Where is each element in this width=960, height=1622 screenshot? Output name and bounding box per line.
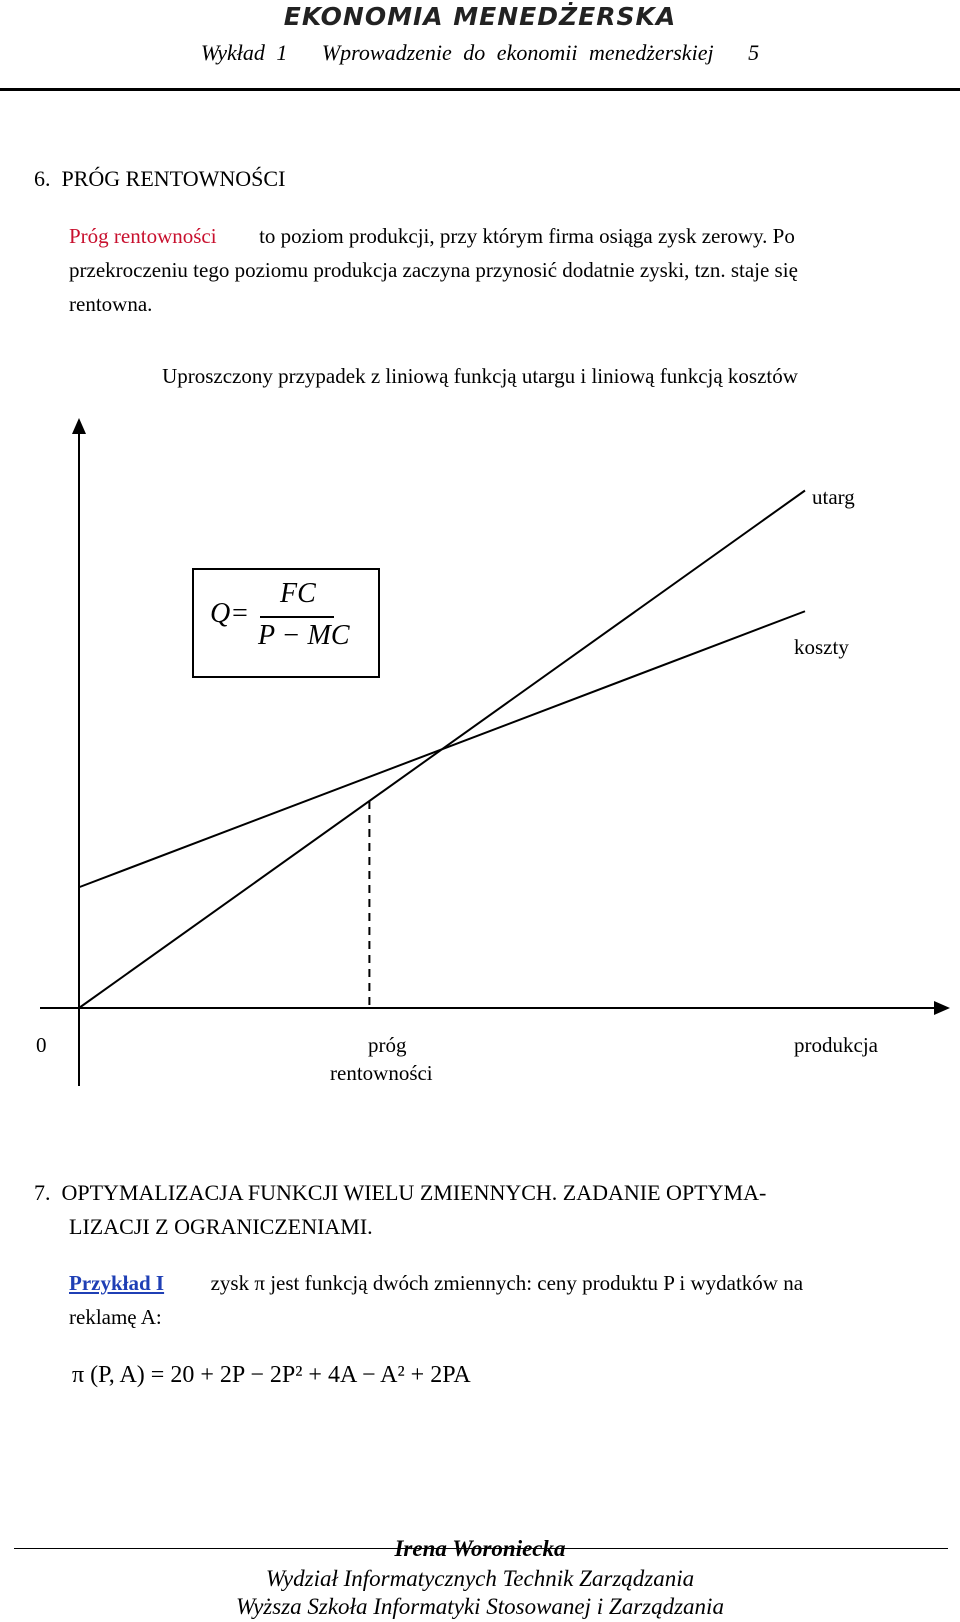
section-6-heading: 6. PRÓG RENTOWNOŚCI [34,166,286,191]
x-axis-arrow [934,1001,950,1015]
definition-line-1 [69,219,949,253]
definition-text: to poziom produkcji, przy którym firma osiąga zysk zerowy. Po [259,224,795,248]
definition-line-2: przekroczeniu tego poziomu produkcja zaczyna przynosić dodatnie zyski, tzn. staje się [69,258,798,282]
chart-axes [40,418,950,1086]
footer-school: Wyższa Szkoła Informatyki Stosowanej i Zarządzania [236,1594,724,1619]
break-even-label-1: próg [368,1033,407,1057]
formula-numerator: FC [280,578,316,609]
formula-lhs: Q= [210,598,250,629]
break-even-label-2: rentowności [330,1061,433,1085]
example-line-2: reklamę A: [69,1305,162,1329]
cost-line [79,611,805,887]
lecture-subtitle: Wykład 1 Wprowadzenie do ekonomii menedżerskiej 5 [200,40,760,65]
profit-equation: π (P, A) = 20 + 2P − 2P² + 4A − A² + 2PA [72,1362,471,1388]
footer-author: Irena Woroniecka [394,1536,566,1561]
x-axis-label: produkcja [794,1033,878,1057]
document-title: EKONOMIA MENEDŻERSKA [283,2,677,31]
example-line-1 [69,1266,803,1300]
formula-fraction-bar [260,616,334,618]
term-break-even: Próg rentowności [69,224,217,248]
definition-line-3: rentowna. [69,292,153,316]
header-divider [0,88,960,91]
section-7-heading-line-2: LIZACJI Z OGRANICZENIAMI. [69,1214,373,1239]
formula-denominator: P − MC [258,620,350,651]
origin-label: 0 [36,1033,47,1057]
footer-faculty: Wydział Informatycznych Technik Zarządzania [265,1566,695,1591]
cost-label: koszty [794,635,849,659]
revenue-label: utarg [812,485,855,509]
example-link[interactable]: Przykład I [69,1271,165,1295]
break-even-chart [0,410,960,1090]
y-axis-arrow [72,418,86,434]
section-7-heading-line-1: 7. OPTYMALIZACJA FUNKCJI WIELU ZMIENNYCH. ZADANIE OPTYMA- [34,1180,767,1205]
break-even-formula-box [192,568,380,678]
example-description: zysk π jest funkcją dwóch zmiennych: ceny produktu P i wydatków na [210,1271,804,1295]
chart-caption: Uproszczony przypadek z liniową funkcją utargu i liniową funkcją kosztów [162,364,798,388]
